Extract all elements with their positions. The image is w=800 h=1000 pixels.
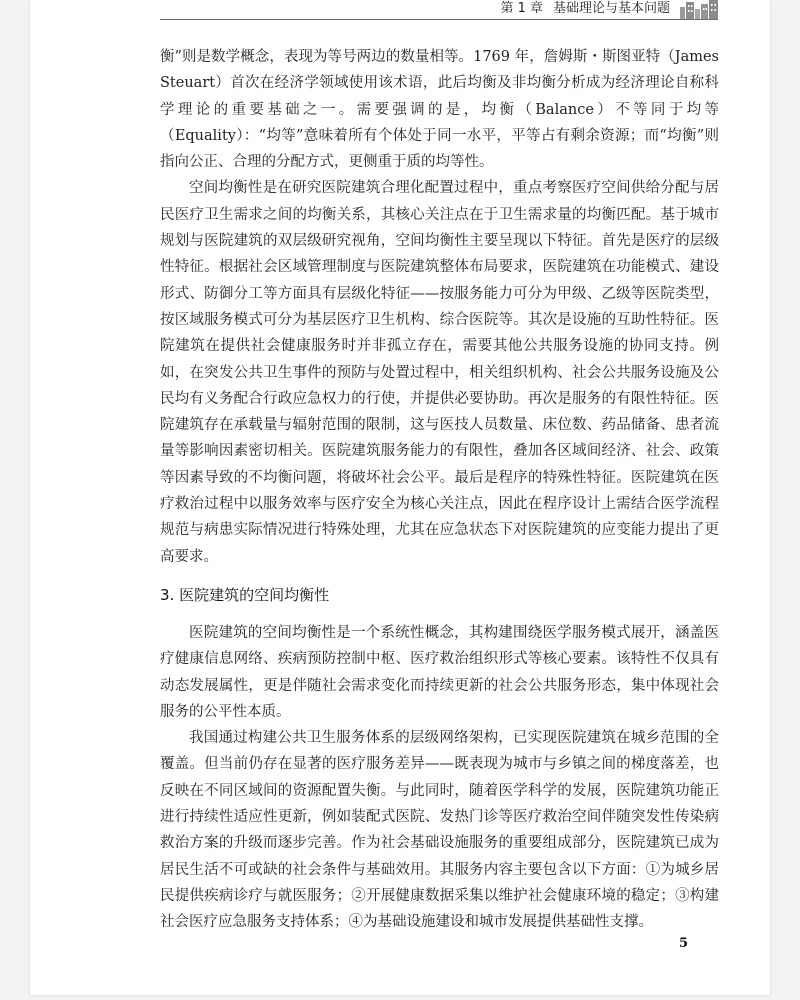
document-page (30, 0, 770, 995)
paragraph-continued: 衡”则是数学概念，表现为等号两边的数量相等。1769 年，詹姆斯・斯图亚特（James Steuart）首次在经济学领域使用该术语，此后均衡及非均衡分析成为经济理论自称科学理论的重要基础之一。需要强调的是，均衡（Balance）不等同于均等（Equality）：“均等”意味着所有个体处于同一水平，平等占有剩余资源；而“均衡”则指向公正、合理的分配方式，更侧重于质的均等性。 (160, 49, 719, 171)
paragraph-system-concept: 医院建筑的空间均衡性是一个系统性概念，其构建围绕医学服务模式展开，涵盖医疗健康信息网络、疾病预防控制中枢、医疗救治组织形式等核心要素。该特性不仅具有动态发展属性，更是伴随社会需求变化而持续更新的社会公共服务形态，集中体现社会服务的公平性本质。 (160, 624, 719, 720)
running-header (160, 0, 718, 20)
paragraph-service-network: 我国通过构建公共卫生服务体系的层级网络架构，已实现医院建筑在城乡范围的全覆盖。但当前仍存在显著的医疗服务差异——既表现为城市与乡镇之间的梯度落差，也反映在不同区域间的资源配置失衡。与此同时，随着医学科学的发展，医院建筑功能正进行持续性适应性更新，例如装配式医院、发热门诊等医疗救治空间伴随突发性传染病救治方案的升级而逐步完善。作为社会基础设施服务的重要组成部分，医院建筑已成为居民生活不可或缺的社会条件与基础效用。其服务内容主要包含以下方面：①为城乡居民提供疾病诊疗与就医服务；②开展健康数据采集以维护社会健康环境的稳定；③构建社会医疗应急服务支持体系；④为基础设施建设和城市发展提供基础性支撑。 (160, 730, 719, 931)
body-text (160, 44, 719, 936)
page-number: 5 (678, 936, 688, 951)
header-buildings-icon (680, 0, 718, 19)
header-text (500, 0, 670, 18)
header-title: 基础理论与基本问题 (552, 1, 670, 16)
header-chapter: 第 1 章 (500, 1, 543, 16)
paragraph-spatial-balance-features: 空间均衡性是在研究医院建筑合理化配置过程中，重点考察医疗空间供给分配与居民医疗卫生需求之间的均衡关系，其核心关注点在于卫生需求量的均衡匹配。基于城市规划与医院建筑的双层级研究视角，空间均衡性主要呈现以下特征。首先是医疗的层级性特征。根据社会区域管理制度与医院建筑整体布局要求，医院建筑在功能模式、建设形式、防御分工等方面具有层级化特征——按服务能力可分为甲级、乙级等医院类型，按区域服务模式可分为基层医疗卫生机构、综合医院等。其次是设施的互助性特征。医院建筑在提供社会健康服务时并非孤立存在，需要其他公共服务设施的协同支持。例如，在突发公共卫生事件的预防与处置过程中，相关组织机构、社会公共服务设施及公民均有义务配合行政应急权力的行使，并提供必要协助。再次是服务的有限性特征。医院建筑存在承载量与辐射范围的限制，这与医技人员数量、床位数、药品储备、患者流量等影响因素密切相关。医院建筑服务能力的有限性，叠加各区域间经济、社会、政策等因素导致的不均衡问题，将破坏社会公平。最后是程序的特殊性特征。医院建筑在医疗救治过程中以服务效率与医疗安全为核心关注点，因此在程序设计上需结合医学流程规范与病患实际情况进行特殊处理，尤其在应急状态下对医院建筑的应变能力提出了更高要求。 (160, 180, 719, 565)
section-heading: 3. 医院建筑的空间均衡性 (160, 585, 330, 604)
